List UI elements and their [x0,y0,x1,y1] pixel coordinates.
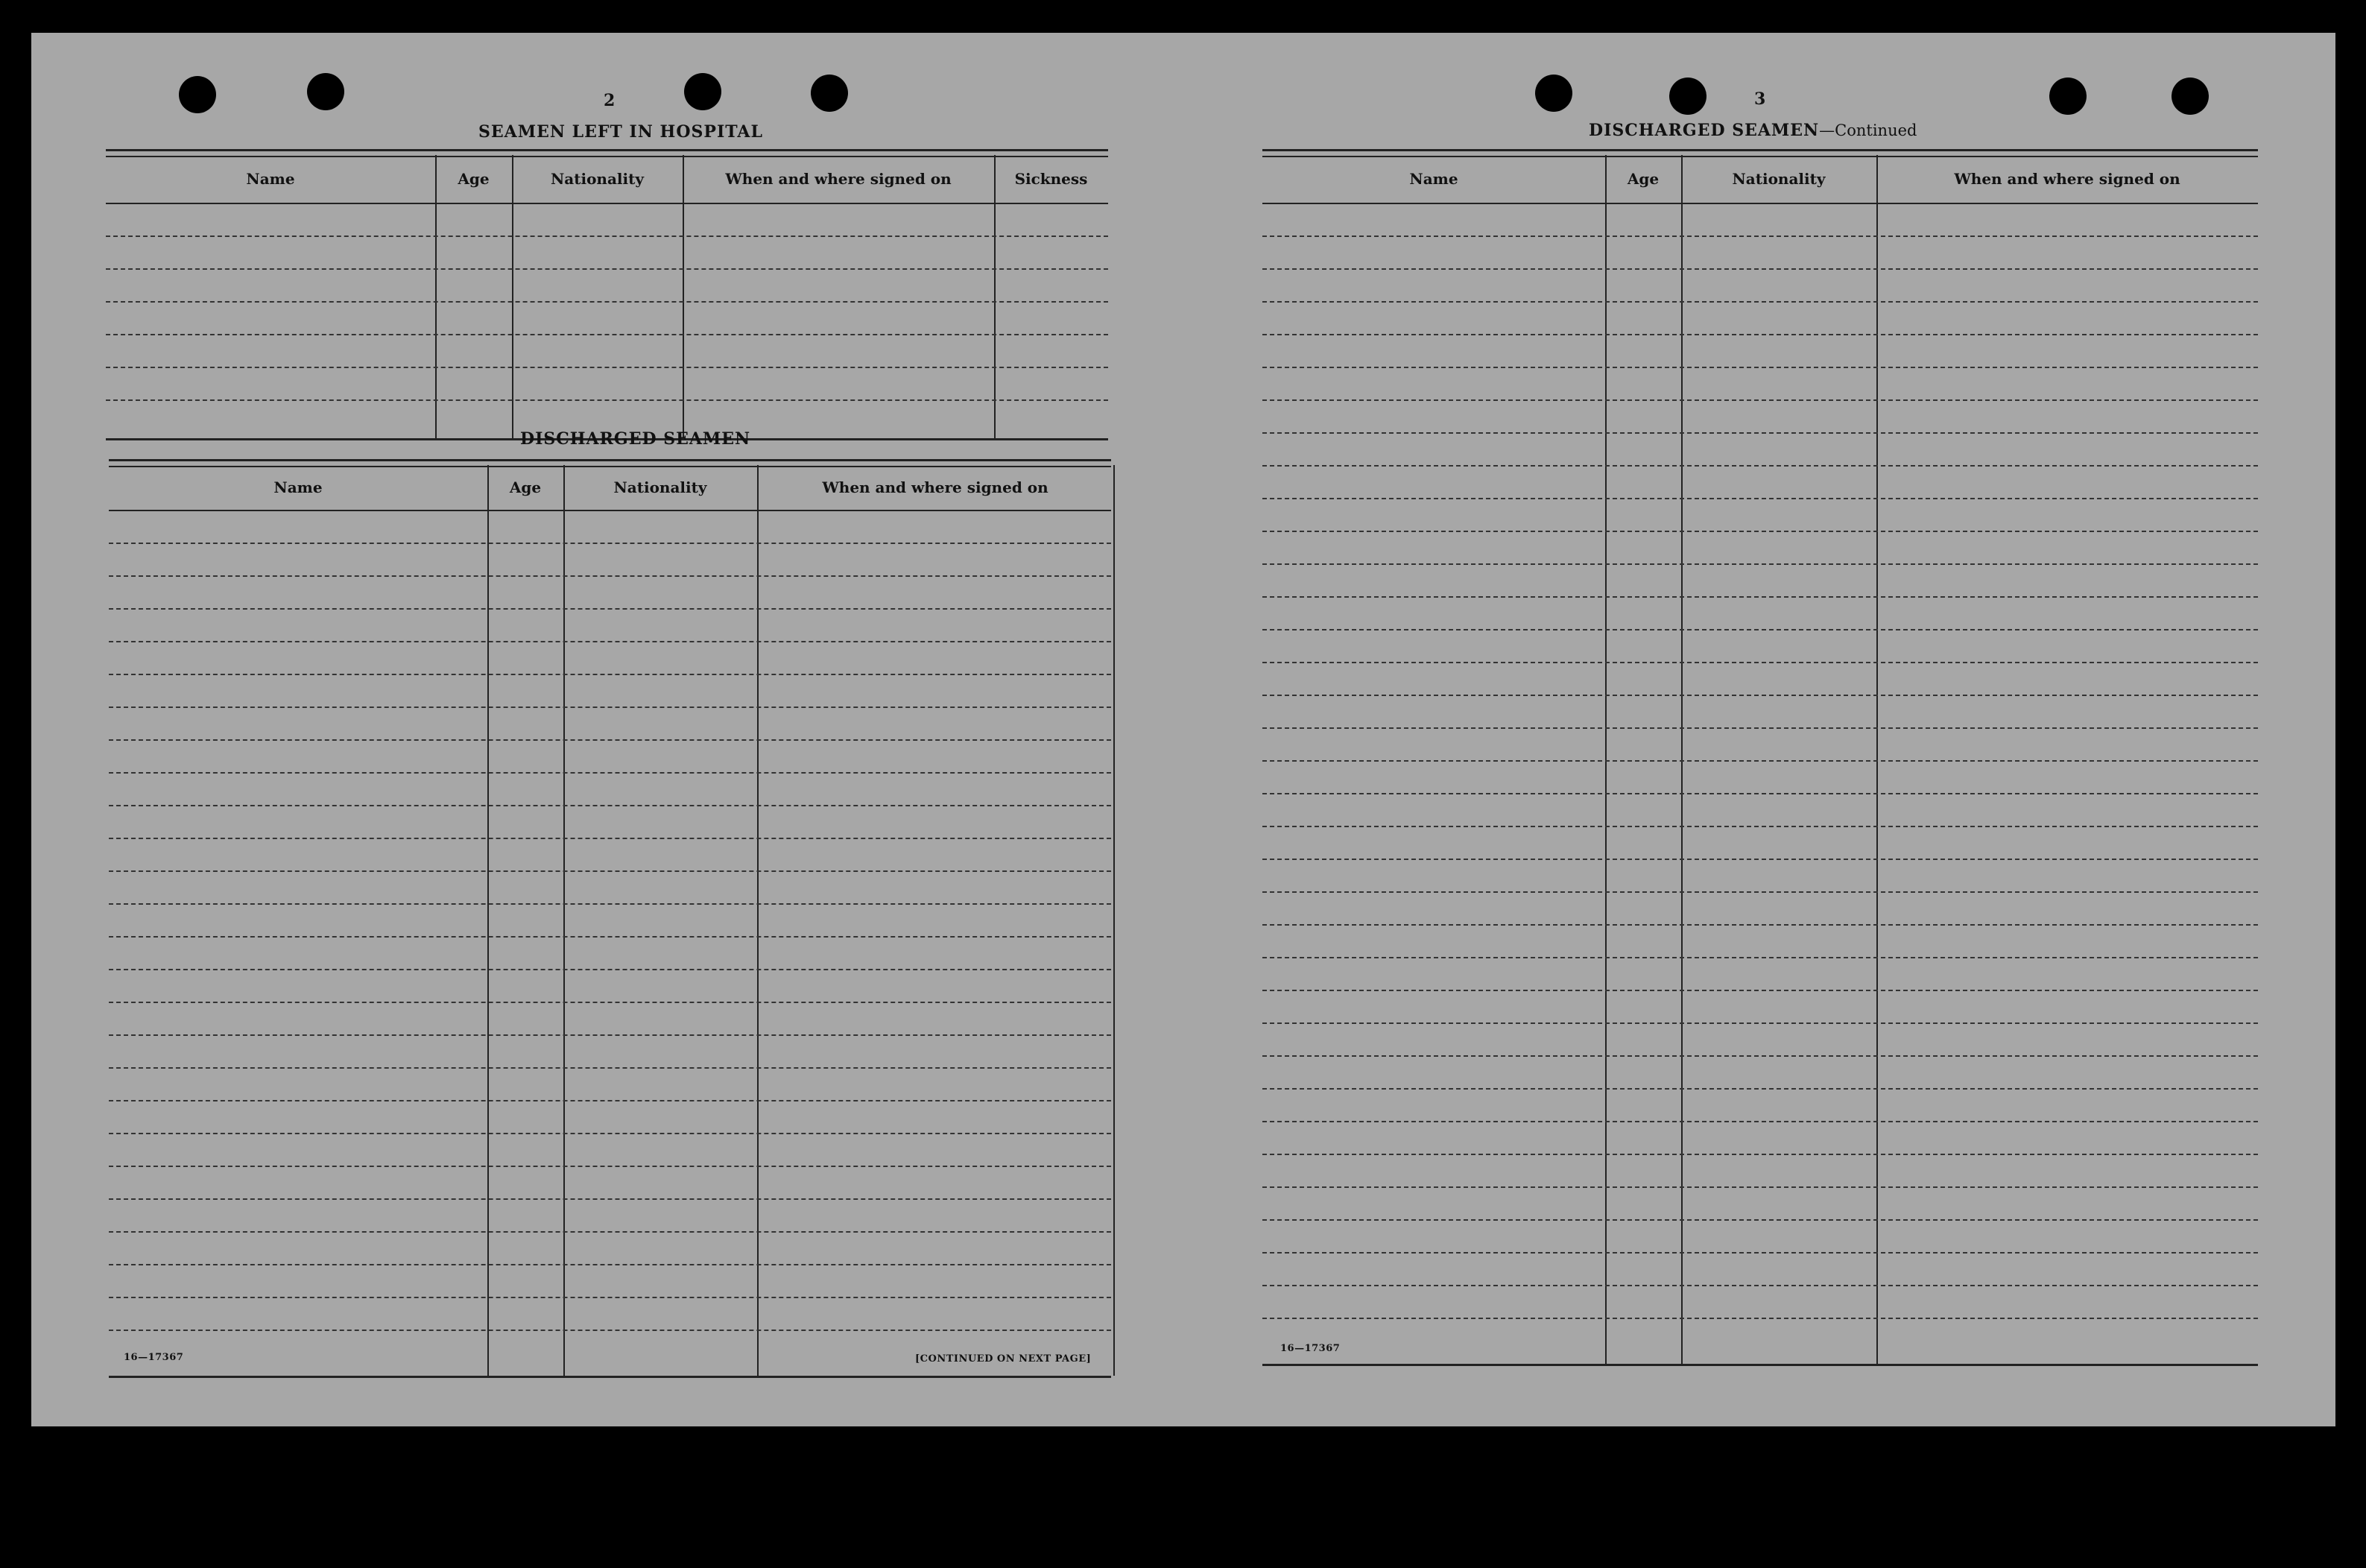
table-row-line [109,838,1111,839]
table-row-line [1262,826,2258,827]
table-row-line [1262,1154,2258,1155]
column-divider [487,465,489,1376]
table-row-line [1262,1285,2258,1286]
table-row-line [109,1198,1111,1200]
table-row-line [1262,1219,2258,1221]
table-row-line [1262,1121,2258,1122]
punch-hole [2172,78,2209,115]
column-header: Age [509,478,542,496]
column-header: Name [273,478,323,496]
column-divider [1113,465,1115,1376]
column-header: Age [458,170,490,188]
discharged-title-suffix: —Continued [1819,121,1917,139]
table-row-line [1262,334,2258,335]
column-header: Name [246,170,295,188]
column-divider [1876,155,1878,1364]
table-row-line [109,739,1111,741]
column-divider [435,155,437,438]
table-row-line [106,235,1108,237]
column-header: When and where signed on [822,478,1048,496]
punch-hole [2049,78,2087,115]
column-header: Name [1409,170,1458,188]
table-row-line [1262,563,2258,565]
table-row-line [1262,924,2258,926]
table-row-line [109,1002,1111,1003]
table-row-line [1262,1022,2258,1024]
table-row-line [106,399,1108,401]
table-row-line [1262,399,2258,401]
punch-hole [684,73,721,110]
punch-hole [307,73,344,110]
table-row-line [109,1330,1111,1331]
punch-hole [1669,78,1707,115]
table-row-line [1262,301,2258,303]
table-row-line [109,641,1111,642]
document-sheet [31,33,2335,1426]
table-row-line [1262,793,2258,794]
table-row-line [1262,268,2258,270]
form-number-right: 16—17367 [1280,1343,1341,1354]
form-number-left: 16—17367 [124,1352,184,1363]
column-divider [994,155,996,438]
table-row-line [106,367,1108,368]
table-row-line [1262,531,2258,532]
column-header: When and where signed on [1954,170,2180,188]
table-row-line [109,805,1111,806]
discharged-table-title: DISCHARGED SEAMEN [520,429,751,449]
table-row-line [1262,695,2258,696]
table-row-line [1262,629,2258,630]
table-row-line [106,268,1108,270]
discharged-title-main: DISCHARGED SEAMEN [1589,121,1820,140]
table-row-line [109,575,1111,577]
table-header [109,465,1111,511]
column-header: Age [1627,170,1660,188]
table-row-line [1262,596,2258,598]
table-row-line [109,870,1111,872]
table-row-line [106,334,1108,335]
table-row-line [1262,891,2258,893]
table-row-line [109,1231,1111,1233]
discharged-continued-table [1262,149,2258,1371]
table-header [1262,155,2258,204]
table-row-line [1262,859,2258,860]
column-header: Nationality [1732,170,1826,188]
table-row-line [1262,498,2258,499]
column-header: Nationality [551,170,644,188]
table-row-line [109,608,1111,610]
table-row-line [1262,235,2258,237]
discharged-continued-title [1589,121,1917,140]
table-row-line [109,1166,1111,1167]
column-divider [1605,155,1607,1364]
table-row-line [109,1264,1111,1265]
column-divider [757,465,759,1376]
column-header: When and where signed on [725,170,952,188]
page-number-right: 3 [1754,89,1766,109]
table-row-line [109,903,1111,905]
table-row-line [1262,1186,2258,1188]
hospital-table-title: SEAMEN LEFT IN HOSPITAL [478,122,763,142]
hospital-table [106,149,1108,438]
table-row-line [1262,957,2258,958]
table-row-line [109,1034,1111,1036]
table-row-line [1262,662,2258,663]
table-row-line [1262,432,2258,434]
column-divider [563,465,565,1376]
table-row-line [1262,990,2258,991]
punch-hole [179,76,216,113]
column-divider [1681,155,1683,1364]
column-header: Sickness [1014,170,1088,188]
table-row-line [1262,1088,2258,1090]
column-divider [683,155,684,438]
table-row-line [109,969,1111,970]
table-row-line [109,706,1111,708]
table-row-line [109,1297,1111,1298]
punch-hole [811,75,848,112]
table-row-line [106,301,1108,303]
table-bottom-rule [109,1376,1111,1378]
discharged-table [109,459,1111,1377]
table-row-line [109,1133,1111,1134]
table-row-line [1262,760,2258,762]
table-row-line [1262,1055,2258,1057]
column-divider [512,155,513,438]
table-row-line [109,1067,1111,1069]
table-row-line [109,1100,1111,1101]
table-row-line [109,936,1111,938]
table-row-line [1262,727,2258,729]
column-header: Nationality [613,478,707,496]
table-bottom-rule [1262,1364,2258,1366]
table-row-line [109,543,1111,544]
table-row-line [1262,1318,2258,1319]
page-number-left: 2 [604,91,616,110]
continued-note: [CONTINUED ON NEXT PAGE] [915,1353,1092,1365]
table-header [106,155,1108,204]
table-row-line [1262,465,2258,467]
table-row-line [1262,367,2258,368]
punch-hole [1535,75,1572,112]
table-row-line [1262,1252,2258,1254]
table-row-line [109,674,1111,675]
table-row-line [109,772,1111,774]
